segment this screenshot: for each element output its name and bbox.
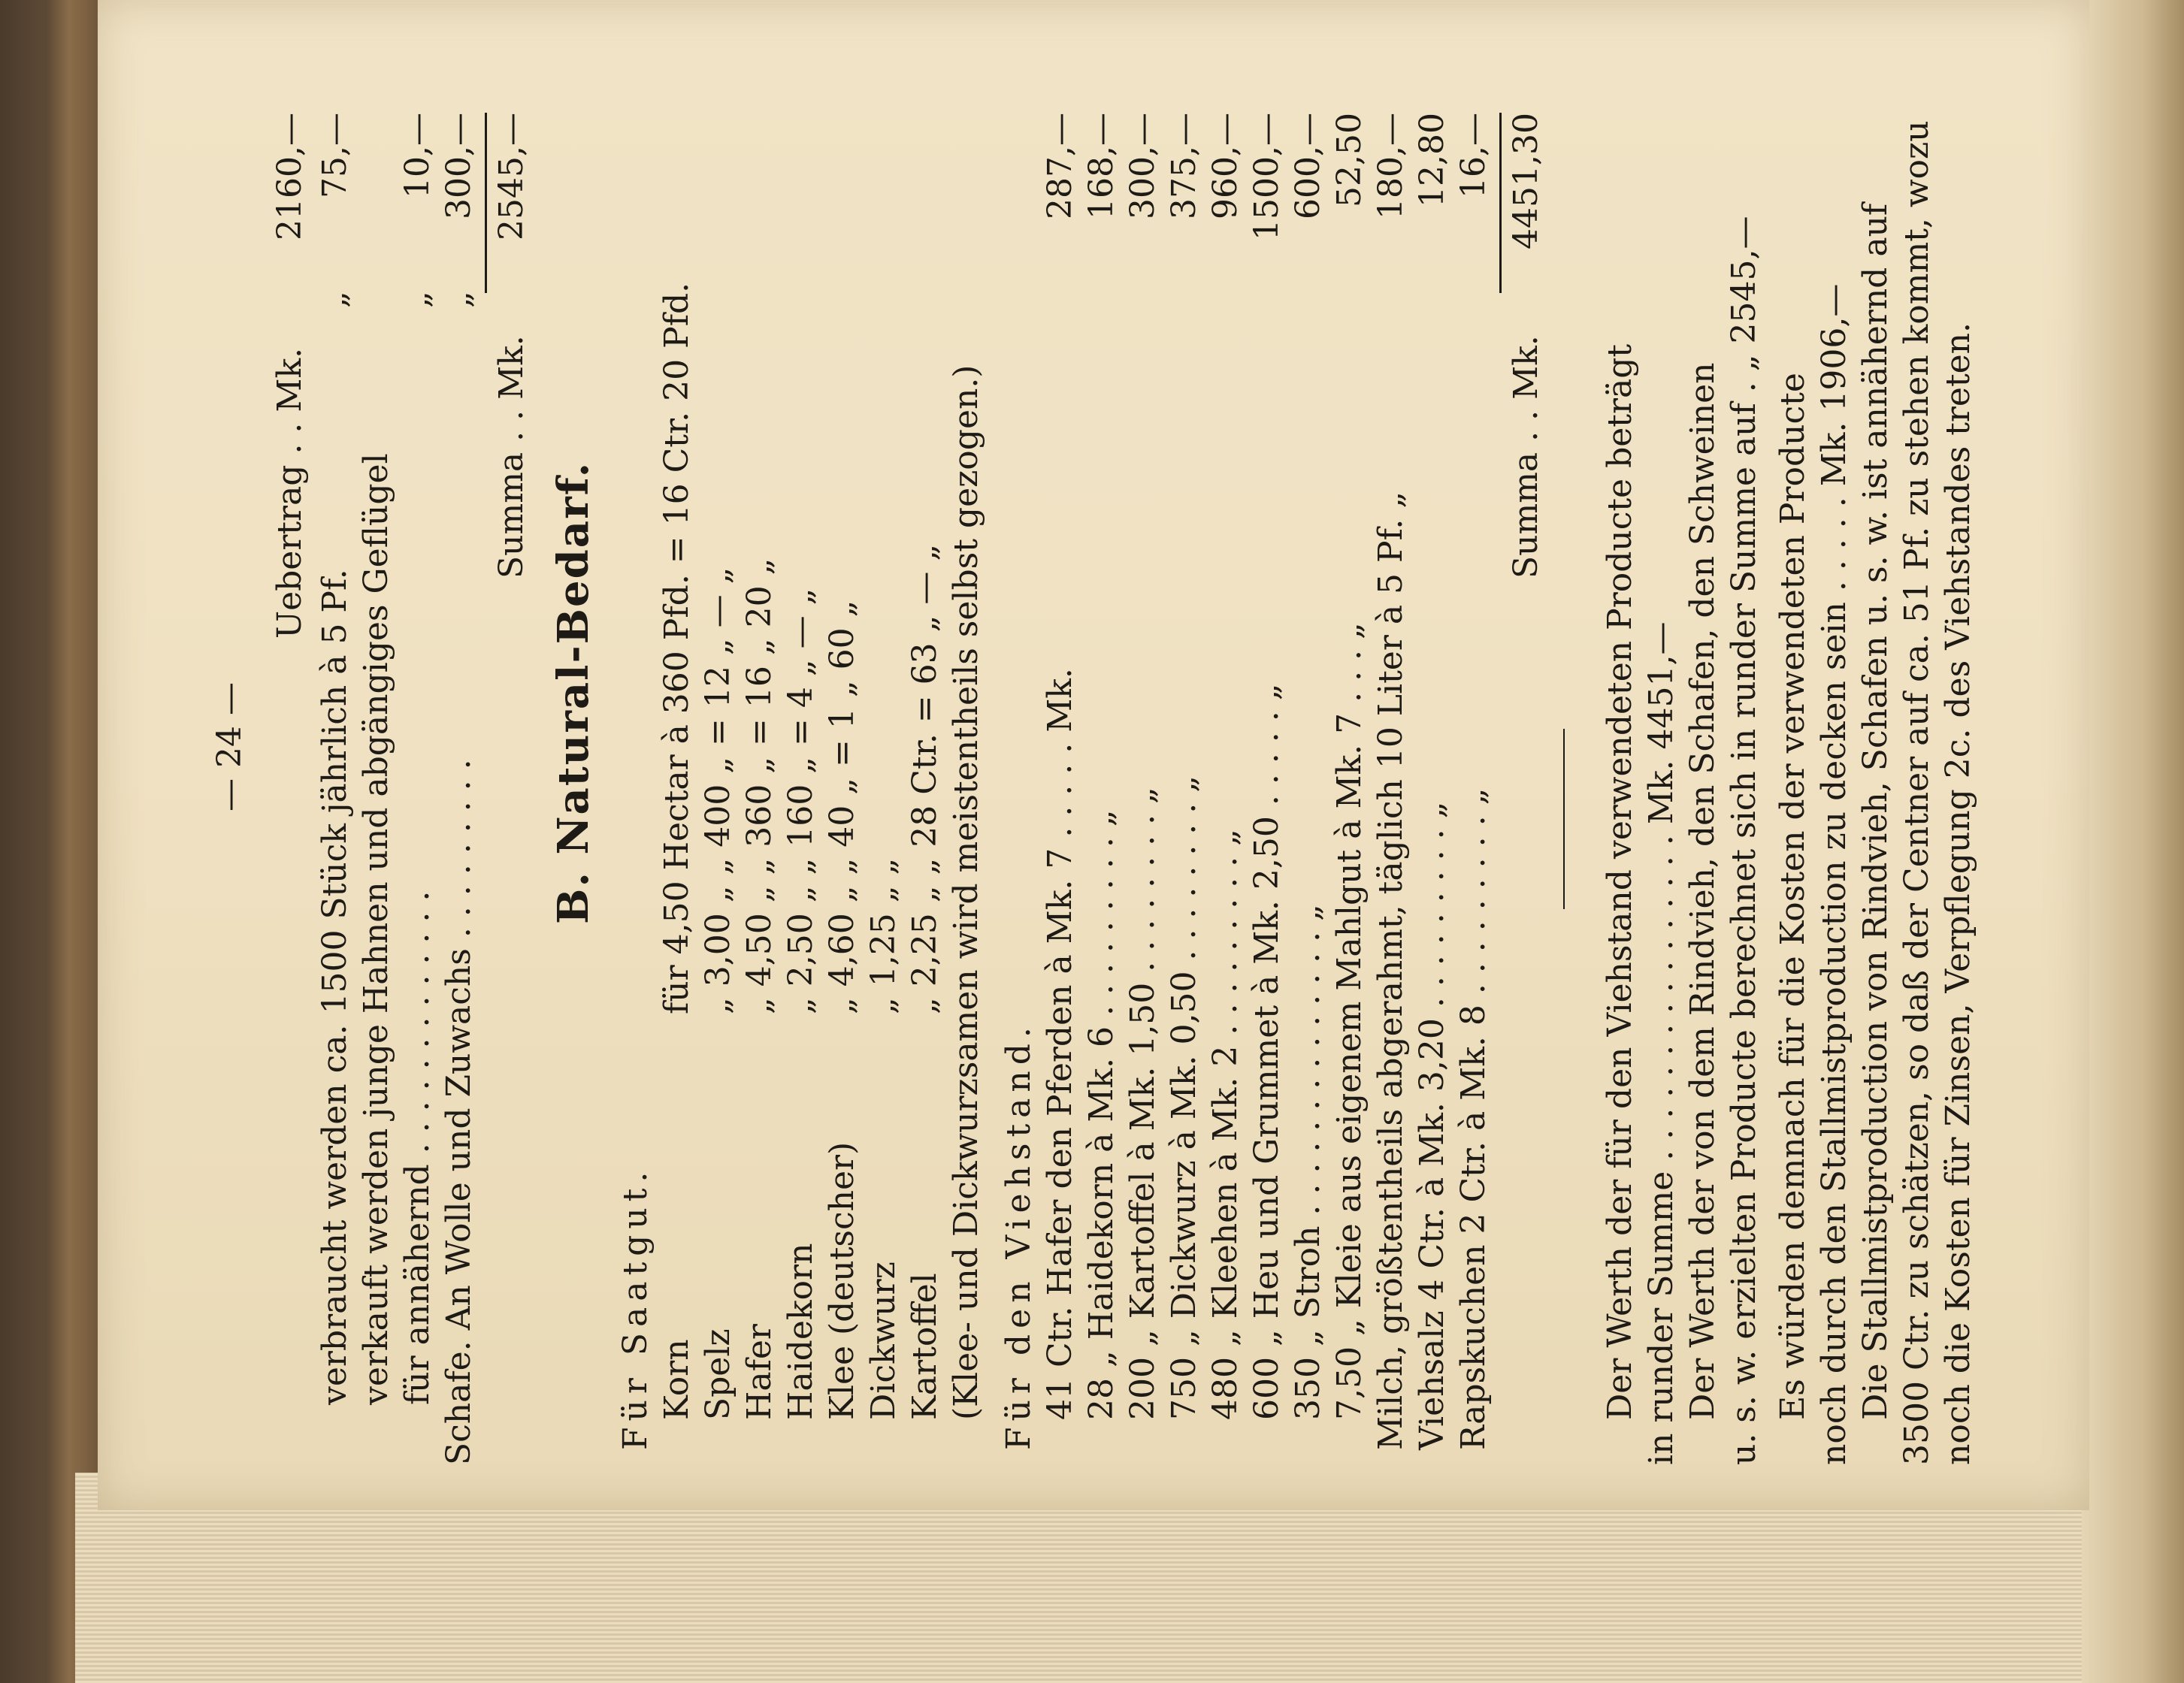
viehstand-summa-label: Summa . . Mk. (1507, 335, 1545, 579)
sum-rule (485, 113, 487, 293)
closing-line: in runder Summe . . . . . . . . . . . . . . . . Mk. 4451,— (1642, 621, 1680, 1465)
right-page-edge (2082, 0, 2184, 1683)
viehstand-text: Rapskuchen 2 Ctr. à Mk. 8 . . . . . . . . . „ (1454, 787, 1493, 1450)
viehstand-value: 375,— (1165, 113, 1203, 219)
closing-line: noch die Kosten für Zinsen, Verpflegung 2c. des Viehstandes treten. (1939, 322, 1977, 1465)
closing-line: Die Stallmistproduction von Rindvieh, Schafen u. s. w. ist annähernd auf (1856, 203, 1895, 1420)
uebertrag-label: Uebertrag . . Mk. (271, 347, 309, 639)
rotated-text-sheet (98, 0, 2089, 1510)
viehstand-summa-value: 4451,30 (1507, 113, 1545, 249)
saatgut-text: „ 3,00 „ „ 400 „ = 12 „ — „ (699, 567, 737, 1014)
saatgut-text: „ 1,25 „ „ (864, 857, 903, 1014)
saatgut-item: Klee (deutscher) (823, 1141, 861, 1420)
uebertrag-value: 2160,— (271, 113, 309, 240)
section-divider (1563, 729, 1565, 909)
viehstand-value: 168,— (1082, 113, 1121, 219)
saatgut-text: „ 2,50 „ „ 160 „ = 4 „ — „ (782, 588, 820, 1014)
top-summa-value: 2545,— (492, 113, 531, 240)
closing-line: Der Werth der von dem Rindvieh, den Schafen, den Schweinen (1683, 362, 1722, 1420)
top-row-unit: „ (440, 291, 478, 308)
top-row-label: verbraucht werden ca. 1500 Stück jährlich à 5 Pf. (316, 569, 354, 1405)
viehstand-value: 180,— (1372, 113, 1410, 219)
viehstand-value: 1500,— (1248, 113, 1286, 240)
section-title: B. Natural-Bedarf. (549, 461, 598, 924)
saatgut-item: Korn (658, 1339, 696, 1420)
top-row-label: Schafe. An Wolle und Zuwachs . . . . . . . . . (440, 759, 478, 1465)
top-summa-label: Summa . . Mk. (492, 335, 531, 579)
closing-line: Es würden demnach für die Kosten der verwendeten Producte (1774, 373, 1812, 1420)
viehstand-value: 960,— (1206, 113, 1245, 219)
saatgut-note: (Klee- und Dickwurzsamen wird meistentheils selbst gezogen.) (947, 364, 985, 1420)
top-row-value: 10,— (398, 113, 437, 198)
saatgut-text: für 4,50 Hectar à 360 Pfd. = 16 Ctr. 20 Pfd. (658, 282, 696, 1014)
saatgut-item: Kartoffel (906, 1273, 944, 1420)
viehstand-value: 12,80 (1413, 113, 1451, 207)
saatgut-item: Haidekorn (782, 1243, 820, 1420)
closing-line: 3500 Ctr. zu schätzen, so daß der Centner auf ca. 51 Pf. zu stehen kommt, wozu (1898, 120, 1936, 1465)
closing-line: noch durch den Stallmistproduction zu decken sein . . . . . Mk. 1906,— (1815, 283, 1853, 1465)
sum-rule (1499, 113, 1502, 293)
saatgut-item: Hafer (740, 1324, 779, 1420)
viehstand-text: 480 „ Kleehen à Mk. 2 . . . . . . . . . „ (1206, 829, 1245, 1420)
top-row-unit: „ (398, 291, 437, 308)
page (98, 0, 2089, 1510)
viehstand-text: 28 „ Haidekorn à Mk. 6 . . . . . . . . . „ (1082, 809, 1121, 1420)
viehstand-text: 600 „ Heu und Grummet à Mk. 2,50 . . . . . „ (1248, 683, 1286, 1420)
viehstand-value: 300,— (1124, 113, 1162, 219)
saatgut-text: „ 4,60 „ „ 40 „ = 1 „ 60 „ (823, 600, 861, 1014)
viehstand-value: 16,— (1454, 113, 1493, 198)
viehstand-text: Milch, größtentheils abgerahmt, täglich 10 Liter à 5 Pf. „ (1372, 491, 1410, 1450)
viehstand-value: 600,— (1289, 113, 1327, 219)
viehstand-text: 750 „ Dickwurz à Mk. 0,50 . . . . . . . . „ (1165, 775, 1203, 1420)
closing-line: Der Werth der für den Viehstand verwendeten Producte beträgt (1601, 343, 1639, 1420)
closing-line: u. s. w. erzielten Producte berechnet sich in runder Summe auf . „ 2545,— (1725, 216, 1763, 1465)
viehstand-text: 7,50 „ Kleie aus eigenem Mahlgut à Mk. 7 . . . „ (1330, 622, 1369, 1420)
viehstand-value: 52,50 (1330, 113, 1369, 207)
saatgut-heading: Für Saatgut. (616, 1165, 655, 1450)
viehstand-heading: Für den Viehstand. (1000, 1021, 1038, 1450)
book-spine (45, 0, 105, 1683)
viehstand-value: 287,— (1041, 113, 1079, 219)
top-row-unit: „ (316, 291, 354, 308)
top-row-value: 75,— (316, 113, 354, 198)
top-row-label: für annähernd . . . . . . . . . . . . . (398, 890, 437, 1405)
viehstand-text: 350 „ Stroh . . . . . . . . . . . . . . „ (1289, 904, 1327, 1420)
viehstand-text: Viehsalz 4 Ctr. à Mk. 3,20 . . . . . . . . . „ (1413, 801, 1451, 1450)
saatgut-text: „ 2,25 „ „ 28 Ctr. = 63 „ — „ (906, 543, 944, 1014)
viehstand-text: 41 Ctr. Hafer den Pferden à Mk. 7 . . . . . Mk. (1041, 668, 1079, 1420)
saatgut-item: Dickwurz (864, 1261, 903, 1420)
saatgut-item: Spelz (699, 1328, 737, 1420)
top-row-label: verkauft werden junge Hahnen und abgängiges Geflügel (357, 453, 395, 1405)
page-number: — 24 — (210, 682, 249, 811)
viehstand-text: 200 „ Kartoffel à Mk. 1,50 . . . . . . . . „ (1124, 787, 1162, 1420)
top-row-value: 300,— (440, 113, 478, 219)
saatgut-text: „ 4,50 „ „ 360 „ = 16 „ 20 „ (740, 557, 779, 1014)
